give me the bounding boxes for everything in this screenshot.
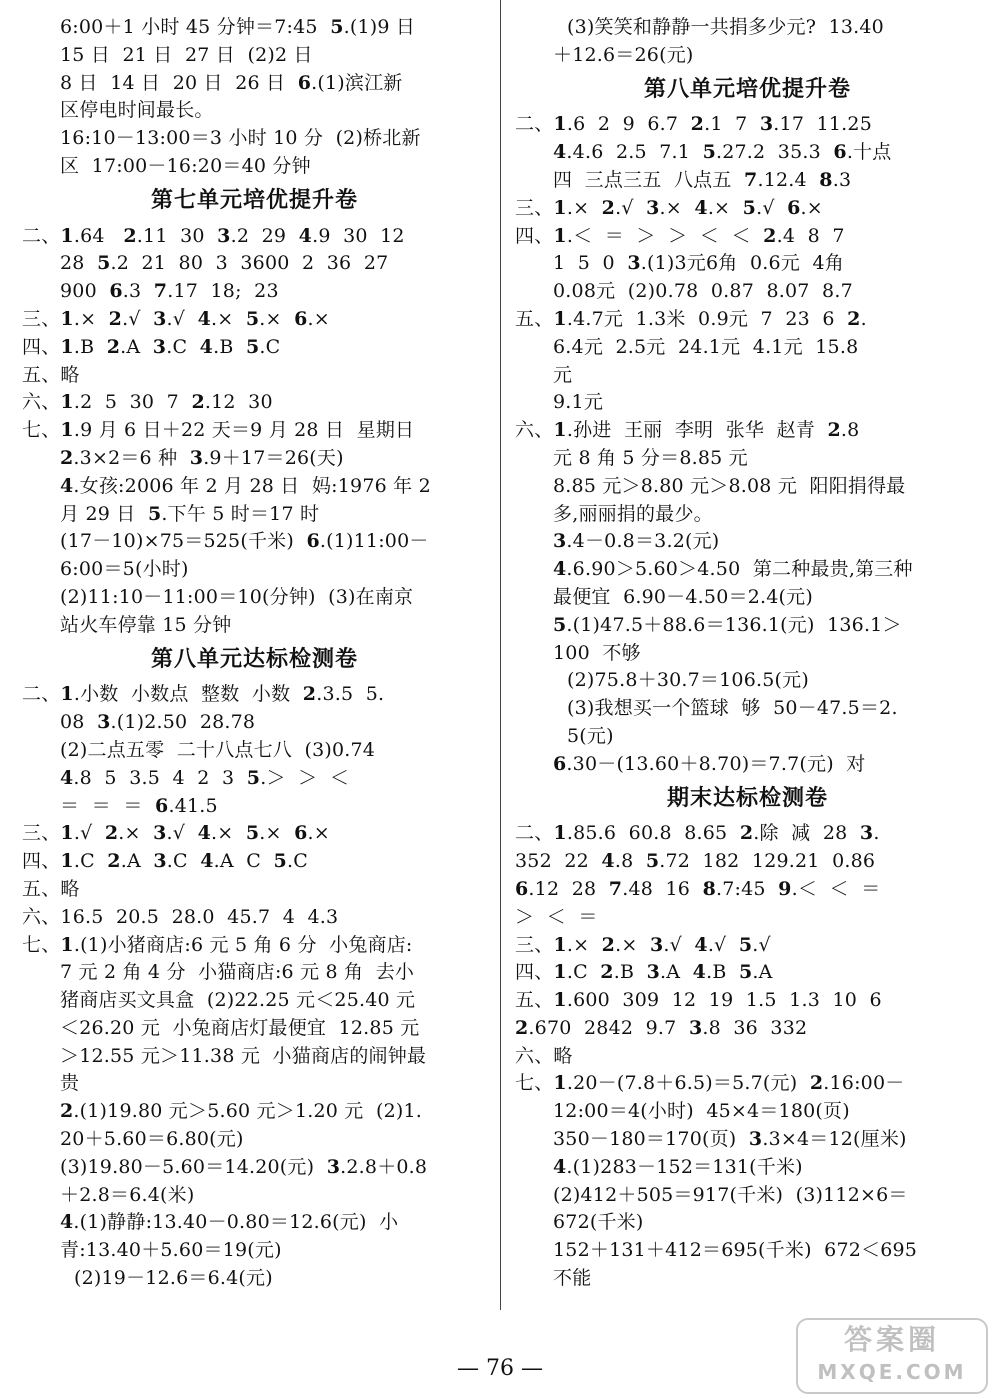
answer-line: 3.4－0.8＝3.2(元): [553, 530, 720, 553]
answer-line: 三、1.× 2.√ 3.√ 4.× 5.× 6.×: [22, 307, 330, 330]
answer-line: 二、1.64 2.11 30 3.2 29 4.9 30 12: [22, 224, 405, 247]
answer-line: 四、1.B 2.A 3.C 4.B 5.C: [22, 335, 281, 358]
answer-line: 4.4.6 2.5 7.1 5.27.2 35.3 6.十点: [553, 141, 892, 164]
section-heading: 第七单元培优提升卷: [150, 186, 358, 213]
answer-line: 区停电时间最长。: [60, 99, 214, 122]
watermark-url: MXQE.COM: [817, 1360, 967, 1384]
answer-line: 0.08元 (2)0.78 0.87 8.07 8.7: [553, 280, 853, 303]
answer-line: (3)笑笑和静静一共捐多少元? 13.40: [567, 16, 884, 38]
answer-line: ＋12.6＝26(元): [553, 43, 694, 66]
answer-line: 16:10－13:00＝3 小时 10 分 (2)桥北新: [60, 127, 421, 150]
answer-line: 五、略: [22, 877, 80, 900]
answer-line: 15 日 21 日 27 日 (2)2 日: [60, 43, 313, 66]
answer-line: 四 三点三五 八点五 7.12.4 8.3: [553, 168, 852, 191]
watermark-title: 答案圈: [843, 1323, 940, 1356]
answer-line: (3)19.80－5.60＝14.20(元) 3.2.8＋0.8: [60, 1155, 428, 1178]
answer-line: 青:13.40＋5.60＝19(元): [60, 1239, 282, 1262]
answer-line: (17－10)×75＝525(千米) 6.(1)11:00－: [60, 530, 429, 553]
answer-line: 三、1.× 2.× 3.√ 4.√ 5.√: [515, 933, 771, 956]
answer-line: 350－180＝170(页) 3.3×4＝12(厘米): [553, 1128, 907, 1151]
answer-line: 七、1.(1)小猪商店:6 元 5 角 6 分 小兔商店:: [22, 933, 413, 956]
answer-line: 28 5.2 21 80 3 3600 2 36 27: [60, 252, 389, 275]
answer-line: 二、1.85.6 60.8 8.65 2.除 减 28 3.: [515, 822, 880, 845]
answer-line: 七、1.9 月 6 日＋22 天＝9 月 28 日 星期日: [22, 419, 415, 442]
answer-line: 6.4元 2.5元 24.1元 4.1元 15.8: [553, 335, 859, 358]
page-number: — 76 —: [457, 1356, 543, 1381]
answer-line: ＞12.55 元＞11.38 元 小猫商店的闹钟最: [60, 1044, 427, 1067]
answer-line: 4.6.90＞5.60＞4.50 第二种最贵,第三种: [553, 558, 913, 581]
section-heading: 第八单元培优提升卷: [643, 75, 851, 102]
answer-line: 七、1.20－(7.8＋6.5)＝5.7(元) 2.16:00－: [515, 1072, 905, 1095]
answer-line: 6:00＝5(小时): [60, 558, 189, 581]
answer-line: ＜26.20 元 小兔商店灯最便宜 12.85 元: [60, 1016, 420, 1039]
section-heading: 期末达标检测卷: [666, 784, 828, 811]
right-column: [515, 14, 980, 1293]
answer-line: 六、1.孙进 王丽 李明 张华 赵青 2.8: [515, 419, 860, 442]
answer-line: 四、1.C 2.B 3.A 4.B 5.A: [515, 961, 773, 984]
answer-line: 站火车停靠 15 分钟: [60, 613, 232, 636]
answer-line: 6:00＋1 小时 45 分钟＝7:45 5.(1)9 日: [60, 16, 416, 38]
answer-line: 6.30－(13.60＋8.70)＝7.7(元) 对: [553, 752, 866, 775]
answer-line: 672(千米): [553, 1211, 644, 1234]
answer-line: 900 6.3 7.17 18; 23: [60, 280, 279, 303]
answer-line: 五、1.4.7元 1.3米 0.9元 7 23 6 2.: [515, 307, 867, 330]
answer-line: 1 5 0 3.(1)3元6角 0.6元 4角: [553, 252, 844, 275]
left-column: [22, 14, 487, 1293]
answer-line: 352 22 4.8 5.72 182 129.21 0.86: [515, 850, 876, 873]
answer-line: 五、略: [22, 363, 80, 386]
answer-line: 月 29 日 5.下午 5 时＝17 时: [60, 502, 320, 525]
answer-line: 六、16.5 20.5 28.0 45.7 4 4.3: [22, 905, 339, 928]
answer-line: (2)二点五零 二十八点七八 (3)0.74: [60, 738, 376, 761]
answer-line: 区 17:00－16:20＝40 分钟: [60, 154, 311, 177]
answer-line: 7 元 2 角 4 分 小猫商店:6 元 8 角 去小: [60, 961, 415, 984]
answer-line: 多,丽丽捐的最少。: [553, 502, 713, 525]
answer-line: (2)19－12.6＝6.4(元): [74, 1267, 273, 1290]
answer-line: 不能: [553, 1267, 592, 1290]
answer-line: 4.(1)静静:13.40－0.80＝12.6(元) 小: [60, 1211, 399, 1234]
answer-line: 4.(1)283－152＝131(千米): [553, 1155, 803, 1178]
watermark-logo: [796, 1318, 988, 1394]
answer-line: 8 日 14 日 20 日 26 日 6.(1)滨江新: [60, 71, 403, 94]
answer-line: 贵: [60, 1072, 80, 1095]
answer-line: 4.女孩:2006 年 2 月 28 日 妈:1976 年 2: [60, 474, 431, 497]
answer-line: 5(元): [567, 724, 614, 747]
answer-line: ＝ ＝ ＝ 6.41.5: [60, 794, 218, 817]
answer-line: ＋2.8＝6.4(米): [60, 1183, 195, 1206]
answer-line: 2.670 2842 9.7 3.8 36 332: [515, 1016, 808, 1039]
answer-line: 二、1.6 2 9 6.7 2.1 7 3.17 11.25: [515, 113, 872, 136]
answer-line: (2)11:10－11:00＝10(分钟) (3)在南京: [60, 585, 414, 608]
answer-line: 元 8 角 5 分＝8.85 元: [553, 446, 748, 469]
answer-line: 2.(1)19.80 元＞5.60 元＞1.20 元 (2)1.: [60, 1100, 423, 1123]
answer-line: 6.12 28 7.48 16 8.7:45 9.＜ ＜ ＝: [515, 877, 881, 900]
answer-line: 六、略: [515, 1044, 573, 1067]
answer-line: ＞ ＜ ＝: [515, 905, 598, 928]
answer-line: 5.(1)47.5＋88.6＝136.1(元) 136.1＞: [553, 613, 902, 636]
section-heading: 第八单元达标检测卷: [150, 645, 358, 672]
answer-line: 四、1.C 2.A 3.C 4.A C 5.C: [22, 850, 308, 873]
answer-line: 二、1.小数 小数点 整数 小数 2.3.5 5.: [22, 683, 385, 706]
answer-line: 2.3×2＝6 种 3.9＋17＝26(天): [60, 446, 344, 469]
answer-line: 三、1.× 2.√ 3.× 4.× 5.√ 6.×: [515, 196, 823, 219]
column-divider: [500, 0, 501, 1310]
answer-line: 猪商店买文具盒 (2)22.25 元＜25.40 元: [60, 989, 416, 1012]
answer-line: 100 不够: [553, 641, 641, 664]
answer-line: 最便宜 6.90－4.50＝2.4(元): [553, 585, 813, 608]
answer-line: 12:00＝4(小时) 45×4＝180(页): [553, 1100, 850, 1123]
answer-line: (2)75.8＋30.7＝106.5(元): [567, 669, 809, 692]
answer-line: 六、1.2 5 30 7 2.12 30: [22, 391, 273, 414]
answer-line: (3)我想买一个篮球 够 50－47.5＝2.: [567, 697, 898, 720]
answer-line: 四、1.＜ ＝ ＞ ＞ ＜ ＜ 2.4 8 7: [515, 224, 845, 247]
answer-line: 8.85 元＞8.80 元＞8.08 元 阳阳捐得最: [553, 474, 906, 497]
answer-line: 152＋131＋412＝695(千米) 672＜695: [553, 1239, 918, 1262]
answer-line: 元: [553, 363, 573, 386]
answer-line: 08 3.(1)2.50 28.78: [60, 711, 256, 734]
answer-line: (2)412＋505＝917(千米) (3)112×6＝: [553, 1183, 908, 1206]
answer-line: 9.1元: [553, 391, 604, 414]
answer-line: 4.8 5 3.5 4 2 3 5.＞ ＞ ＜: [60, 766, 350, 789]
answer-line: 三、1.√ 2.× 3.√ 4.× 5.× 6.×: [22, 822, 330, 845]
answer-line: 五、1.600 309 12 19 1.5 1.3 10 6: [515, 989, 882, 1012]
answer-line: 20＋5.60＝6.80(元): [60, 1128, 244, 1151]
